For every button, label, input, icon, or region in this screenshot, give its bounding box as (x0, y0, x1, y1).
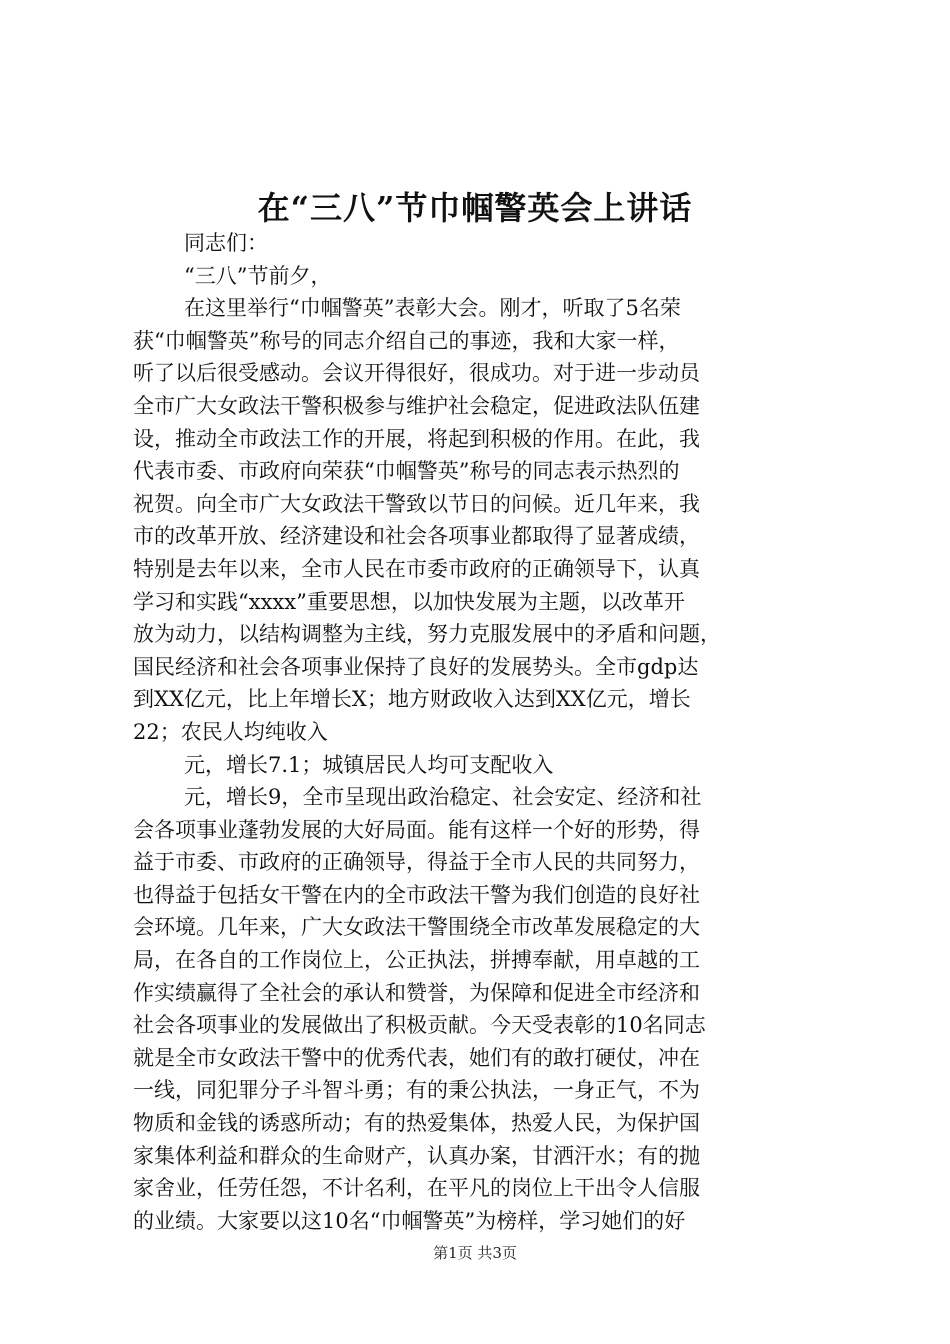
text-line: 特别是去年以来，全市人民在市委市政府的正确领导下，认真 (133, 556, 700, 581)
page-footer: 第1页 共3页 (433, 1244, 517, 1262)
text-line: 家集体利益和群众的生命财产，认真办案，甘洒汗水；有的抛 (133, 1143, 700, 1168)
text-line: 就是全市女政法干警中的优秀代表，她们有的敢打硬仗，冲在 (133, 1045, 700, 1070)
text-line: 作实绩赢得了全社会的承认和赞誉，为保障和促进全市经济和 (133, 980, 700, 1005)
text-line: 到XX亿元，比上年增长X；地方财政收入达到XX亿元，增长 (133, 687, 691, 712)
text-line: 学习和实践“xxxx”重要思想，以加快发展为主题，以改革开 (133, 589, 685, 614)
text-line: 国民经济和社会各项事业保持了良好的发展势头。全市gdp达 (133, 654, 699, 679)
text-line: 获“巾帼警英”称号的同志介绍自己的事迹，我和大家一样， (133, 328, 680, 353)
text-line: 局，在各自的工作岗位上，公正执法，拼搏奉献，用卓越的工 (133, 948, 700, 973)
text-line: 家舍业，任劳任怨，不计名利，在平凡的岗位上干出令人信服 (133, 1176, 700, 1201)
document-title: 在“三八”节巾帼警英会上讲话 (257, 189, 693, 227)
text-line: 物质和金钱的诱惑所动；有的热爱集体，热爱人民，为保护国 (133, 1111, 700, 1136)
text-line: 同志们： (184, 231, 268, 255)
text-line: 市的改革开放、经济建设和社会各项事业都取得了显著成绩， (133, 524, 700, 549)
text-line: 代表市委、市政府向荣获“巾帼警英”称号的同志表示热烈的 (133, 459, 680, 484)
text-line: 听了以后很受感动。会议开得很好，很成功。对于进一步动员 (133, 361, 700, 386)
text-line: 会环境。几年来，广大女政法干警围绕全市改革发展稳定的大 (133, 915, 700, 940)
text-line: 会各项事业蓬勃发展的大好局面。能有这样一个好的形势，得 (133, 817, 700, 842)
text-line: 的业绩。大家要以这10名“巾帼警英”为榜样，学习她们的好 (133, 1208, 686, 1233)
text-line: 益于市委、市政府的正确领导，得益于全市人民的共同努力， (133, 850, 700, 875)
text-line: 在这里举行“巾帼警英”表彰大会。刚才，听取了5名荣 (184, 296, 681, 321)
text-line: 一线，同犯罪分子斗智斗勇；有的秉公执法，一身正气，不为 (133, 1078, 700, 1103)
text-line: 社会各项事业的发展做出了积极贡献。今天受表彰的10名同志 (133, 1013, 706, 1038)
text-line: 元，增长7.1；城镇居民人均可支配收入 (184, 752, 554, 777)
text-line: 也得益于包括女干警在内的全市政法干警为我们创造的良好社 (133, 882, 700, 907)
text-line: 祝贺。向全市广大女政法干警致以节日的问候。近几年来，我 (133, 491, 700, 516)
text-line: 设，推动全市政法工作的开展，将起到积极的作用。在此，我 (133, 426, 700, 451)
text-line: 元，增长9，全市呈现出政治稳定、社会安定、经济和社 (184, 785, 702, 810)
text-line: 放为动力，以结构调整为主线，努力克服发展中的矛盾和问题， (133, 622, 721, 647)
text-line: 22；农民人均纯收入 (133, 719, 328, 744)
text-line: “三八”节前夕， (184, 263, 332, 288)
document-body (133, 227, 833, 1237)
text-line: 全市广大女政法干警积极参与维护社会稳定，促进政法队伍建 (133, 393, 700, 418)
